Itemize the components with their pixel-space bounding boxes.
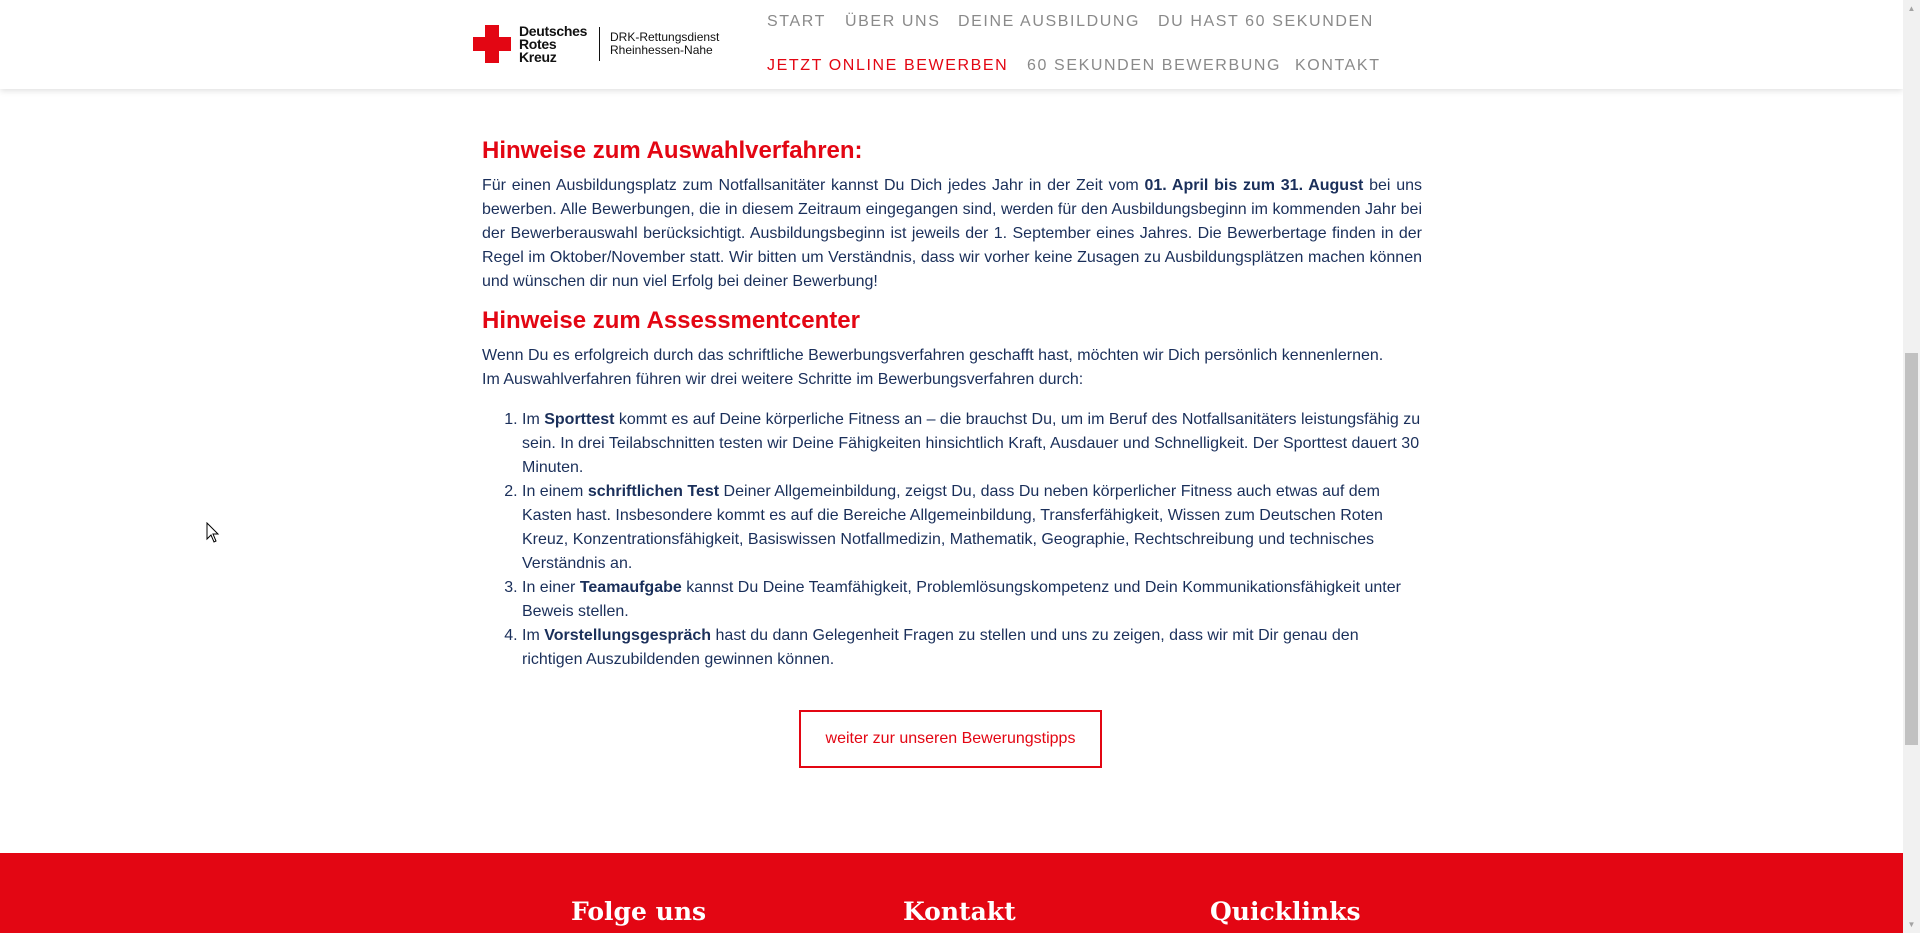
step-keyword: Teamaufgabe [579, 579, 682, 596]
para2-line-1: Wenn Du es erfolgreich durch das schriftliche Bewerbungsverfahren geschafft hast, möchten wir Dich persönlich kennenlernen. [482, 347, 1384, 364]
step-keyword: Vorstellungsgespräch [544, 627, 712, 644]
step-text-post: kannst Du Deine Teamfähigkeit, Problemlösungskompetenz und Dein Kommunikationsfähigkeit unter Beweis stellen. [522, 579, 1401, 620]
main-content [482, 136, 1422, 672]
logo-sub-1: DRK-Rettungsdienst [610, 30, 720, 44]
para1-text-pre: Für einen Ausbildungsplatz zum Notfallsanitäter kannst Du Dich jedes Jahr in der Zeit vom [482, 177, 1145, 194]
step-keyword: Sporttest [544, 411, 615, 428]
step-text-post: Deiner Allgemeinbildung, zeigst Du, dass Du neben körperlicher Fitness auch etwas auf dem Kasten hast. Insbesondere kommt es auf die Bereiche Allgemeinbildung, Transferfähigkeit, Wissen zum Deutschen Roten Kreuz, Konzentrationsfähigkeit, Basiswissen Notfallmedizin, Mathematik, Geographie, Rechtschreibung und technisches Verständnis an. [522, 483, 1383, 572]
logo-title [519, 22, 589, 65]
step-text-pre: Im [522, 627, 545, 644]
step-text-pre: In einem [522, 483, 588, 500]
logo-line-3: Kreuz [519, 48, 557, 65]
nav-deine-ausbildung[interactable]: DEINE AUSBILDUNG [958, 13, 1141, 30]
vertical-scrollbar[interactable] [1903, 0, 1920, 933]
step-text-pre: In einer [522, 579, 580, 596]
footer-heading-folge-uns: Folge uns [571, 897, 707, 926]
heading-assessmentcenter: Hinweise zum Assessmentcenter [482, 307, 860, 334]
mouse-pointer-icon [206, 522, 220, 544]
steps-list [482, 408, 1422, 672]
scroll-down-arrow-icon[interactable]: ▼ [1907, 920, 1916, 929]
nav-jetzt-online-bewerben[interactable]: JETZT ONLINE BEWERBEN [767, 57, 1009, 74]
step-teamaufgabe [522, 576, 1422, 624]
site-footer [0, 853, 1903, 933]
logo-line-2: Rotes [519, 35, 557, 52]
nav-start[interactable]: START [767, 13, 826, 30]
paragraph-auswahlverfahren [482, 174, 1422, 294]
red-cross-icon [473, 25, 511, 63]
drk-logo[interactable] [473, 24, 730, 64]
para2-line-2: Im Auswahlverfahren führen wir drei weitere Schritte im Bewerbungsverfahren durch: [482, 371, 1084, 388]
nav-60-sekunden-bewerbung[interactable]: 60 SEKUNDEN BEWERBUNG [1027, 57, 1282, 74]
heading-auswahlverfahren: Hinweise zum Auswahlverfahren: [482, 137, 863, 164]
paragraph-assessmentcenter [482, 344, 1422, 392]
nav-du-hast-60-sekunden[interactable]: DU HAST 60 SEKUNDEN [1158, 13, 1374, 30]
footer-heading-kontakt: Kontakt [903, 897, 1016, 926]
site-header [0, 0, 1903, 89]
nav-ueber-uns[interactable]: ÜBER UNS [845, 13, 941, 30]
step-keyword: schriftlichen Test [587, 483, 720, 500]
scrollbar-thumb[interactable] [1905, 353, 1918, 745]
bewerbungstipps-button[interactable]: weiter zur unseren Bewerungstipps [799, 710, 1102, 768]
logo-subtitle [610, 31, 730, 57]
step-text-post: kommt es auf Deine körperliche Fitness an – die brauchst Du, um im Beruf des Notfallsanitäters leistungsfähig zu sein. In drei Teilabschnitten testen wir Deine Fähigkeiten hinsichtlich Kraft, Ausdauer und Schnelligkeit. Der Sporttest dauert 30 Minuten. [522, 411, 1421, 476]
logo-line-1: Deutsches [519, 22, 588, 39]
step-text-post: hast du dann Gelegenheit Fragen zu stellen und uns zu zeigen, dass wir mit Dir genau den richtigen Auszubildenden gewinnen können. [522, 627, 1359, 668]
step-schriftlicher-test [522, 480, 1422, 576]
logo-sub-2: Rheinhessen-Nahe [610, 43, 713, 57]
step-vorstellungsgespraech [522, 624, 1422, 672]
para1-date-range: 01. April bis zum 31. August [1144, 177, 1364, 194]
para1-text-post: bei uns bewerben. Alle Bewerbungen, die in diesem Zeitraum eingegangen sind, werden für den Ausbildungsbeginn im kommenden Jahr bei der Bewerberauswahl berücksichtigt. Ausbildungsbeginn ist jeweils der 1. September eines Jahres. Die Bewerbertage finden in der Regel im Oktober/November statt. Wir bitten um Verständnis, dass wir vorher keine Zusagen zu Ausbildungsplätzen machen können und wünschen dir nun viel Erfolg bei deiner Bewerbung! [482, 177, 1422, 290]
step-text-pre: Im [522, 411, 545, 428]
scroll-up-arrow-icon[interactable]: ▲ [1907, 4, 1916, 13]
nav-kontakt[interactable]: KONTAKT [1295, 57, 1381, 74]
footer-heading-quicklinks: Quicklinks [1210, 897, 1361, 926]
logo-divider [599, 27, 600, 61]
step-sporttest [522, 408, 1422, 480]
